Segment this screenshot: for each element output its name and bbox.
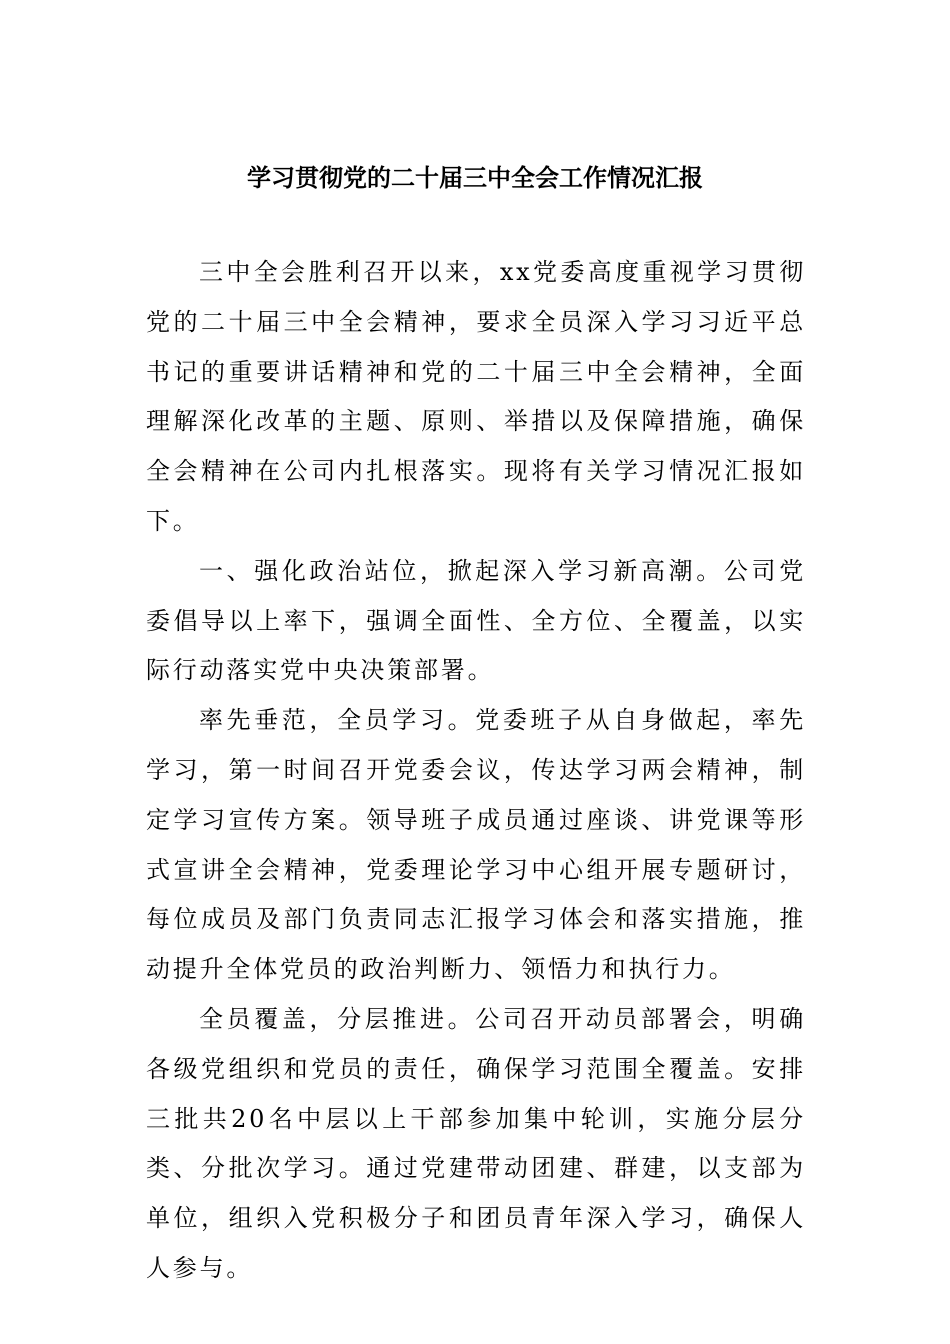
document-title: 学习贯彻党的二十届三中全会工作情况汇报 — [247, 163, 703, 192]
paragraph-full-coverage: 全员覆盖，分层推进。公司召开动员部署会，明确各级党组织和党员的责任，确保学习范围全覆盖。安排三批共20名中层以上干部参加集中轮训，实施分层分类、分批次学习。通过党建带动团建、群建，以支部为单位，组织入党积极分子和团员青年深入学习，确保人人参与。 — [146, 1004, 806, 1282]
paragraph-section-one: 一、强化政治站位，掀起深入学习新高潮。公司党委倡导以上率下，强调全面性、全方位、全覆盖，以实际行动落实党中央决策部署。 — [146, 556, 806, 685]
paragraph-lead-by-example: 率先垂范，全员学习。党委班子从自身做起，率先学习，第一时间召开党委会议，传达学习两会精神，制定学习宣传方案。领导班子成员通过座谈、讲党课等形式宣讲全会精神，党委理论学习中心组开展专题研讨，每位成员及部门负责同志汇报学习体会和落实措施，推动提升全体党员的政治判断力、领悟力和执行力。 — [146, 706, 806, 984]
paragraph-intro: 三中全会胜利召开以来，xx党委高度重视学习贯彻党的二十届三中全会精神，要求全员深入学习习近平总书记的重要讲话精神和党的二十届三中全会精神，全面理解深化改革的主题、原则、举措以及保障措施，确保全会精神在公司内扎根落实。现将有关学习情况汇报如下。 — [146, 258, 806, 535]
document-body — [146, 248, 806, 1294]
